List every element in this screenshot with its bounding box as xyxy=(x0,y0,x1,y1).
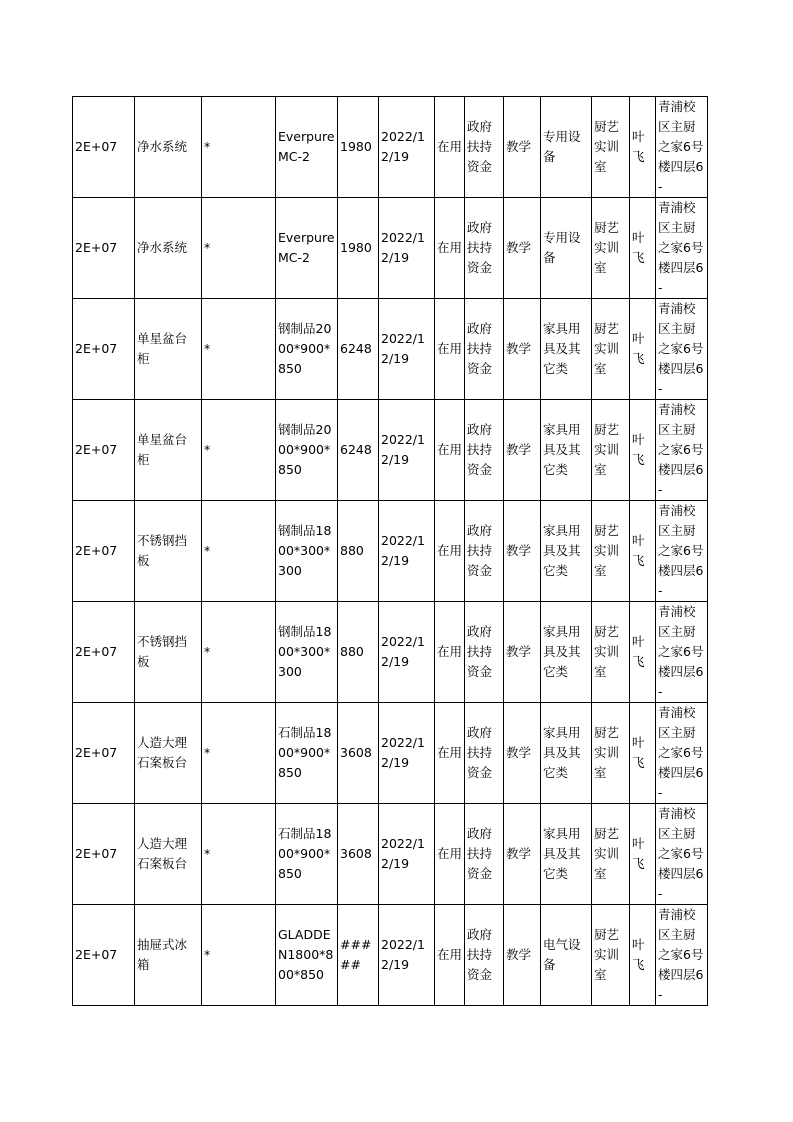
asset-code-cell: 2E+07 xyxy=(73,198,135,299)
usage-cell: 教学 xyxy=(504,198,541,299)
fund-source-cell: 政府扶持资金 xyxy=(465,299,504,400)
model-cell: 石制品1800*900*850 xyxy=(276,804,338,905)
asset-name-cell: 不锈钢挡板 xyxy=(135,501,202,602)
spec-cell: * xyxy=(202,299,276,400)
location-cell: 青浦校区主厨之家6号楼四层6- xyxy=(656,400,708,501)
model-cell: Everpure MC-2 xyxy=(276,198,338,299)
asset-name-cell: 不锈钢挡板 xyxy=(135,602,202,703)
location-cell: 青浦校区主厨之家6号楼四层6- xyxy=(656,703,708,804)
status-cell: 在用 xyxy=(435,703,465,804)
asset-code-cell: 2E+07 xyxy=(73,501,135,602)
price-cell: 3608 xyxy=(338,703,379,804)
asset-name-cell: 人造大理石案板台 xyxy=(135,703,202,804)
spec-cell: * xyxy=(202,400,276,501)
table-row xyxy=(73,501,708,602)
custodian-cell: 叶飞 xyxy=(630,703,656,804)
table-row xyxy=(73,198,708,299)
model-cell: 钢制品2000*900*850 xyxy=(276,299,338,400)
date-cell: 2022/12/19 xyxy=(379,198,435,299)
location-cell: 青浦校区主厨之家6号楼四层6- xyxy=(656,299,708,400)
model-cell: 钢制品1800*300*300 xyxy=(276,501,338,602)
asset-code-cell: 2E+07 xyxy=(73,703,135,804)
spec-cell: * xyxy=(202,501,276,602)
usage-cell: 教学 xyxy=(504,97,541,198)
status-cell: 在用 xyxy=(435,501,465,602)
fund-source-cell: 政府扶持资金 xyxy=(465,804,504,905)
usage-cell: 教学 xyxy=(504,905,541,1006)
model-cell: 钢制品2000*900*850 xyxy=(276,400,338,501)
usage-cell: 教学 xyxy=(504,804,541,905)
asset-code-cell: 2E+07 xyxy=(73,400,135,501)
asset-name-cell: 人造大理石案板台 xyxy=(135,804,202,905)
date-cell: 2022/12/19 xyxy=(379,703,435,804)
fund-source-cell: 政府扶持资金 xyxy=(465,501,504,602)
location-cell: 青浦校区主厨之家6号楼四层6- xyxy=(656,602,708,703)
custodian-cell: 叶飞 xyxy=(630,198,656,299)
usage-cell: 教学 xyxy=(504,703,541,804)
table-row xyxy=(73,299,708,400)
category-cell: 家具用具及其它类 xyxy=(541,602,592,703)
model-cell: 石制品1800*900*850 xyxy=(276,703,338,804)
usage-cell: 教学 xyxy=(504,299,541,400)
room-cell: 厨艺实训室 xyxy=(592,501,630,602)
asset-code-cell: 2E+07 xyxy=(73,905,135,1006)
asset-name-cell: 抽屉式冰箱 xyxy=(135,905,202,1006)
fund-source-cell: 政府扶持资金 xyxy=(465,703,504,804)
room-cell: 厨艺实训室 xyxy=(592,198,630,299)
asset-code-cell: 2E+07 xyxy=(73,299,135,400)
room-cell: 厨艺实训室 xyxy=(592,97,630,198)
asset-name-cell: 净水系统 xyxy=(135,198,202,299)
date-cell: 2022/12/19 xyxy=(379,501,435,602)
asset-code-cell: 2E+07 xyxy=(73,804,135,905)
table-row xyxy=(73,602,708,703)
location-cell: 青浦校区主厨之家6号楼四层6- xyxy=(656,97,708,198)
price-cell: 880 xyxy=(338,602,379,703)
date-cell: 2022/12/19 xyxy=(379,804,435,905)
status-cell: 在用 xyxy=(435,905,465,1006)
date-cell: 2022/12/19 xyxy=(379,905,435,1006)
category-cell: 家具用具及其它类 xyxy=(541,804,592,905)
room-cell: 厨艺实训室 xyxy=(592,602,630,703)
price-cell: 3608 xyxy=(338,804,379,905)
category-cell: 电气设备 xyxy=(541,905,592,1006)
asset-name-cell: 单星盆台柜 xyxy=(135,299,202,400)
table-row xyxy=(73,97,708,198)
date-cell: 2022/12/19 xyxy=(379,299,435,400)
date-cell: 2022/12/19 xyxy=(379,400,435,501)
price-cell: 880 xyxy=(338,501,379,602)
price-cell: 1980 xyxy=(338,97,379,198)
custodian-cell: 叶飞 xyxy=(630,804,656,905)
category-cell: 家具用具及其它类 xyxy=(541,400,592,501)
fund-source-cell: 政府扶持资金 xyxy=(465,198,504,299)
custodian-cell: 叶飞 xyxy=(630,501,656,602)
usage-cell: 教学 xyxy=(504,400,541,501)
location-cell: 青浦校区主厨之家6号楼四层6- xyxy=(656,905,708,1006)
room-cell: 厨艺实训室 xyxy=(592,905,630,1006)
category-cell: 家具用具及其它类 xyxy=(541,501,592,602)
asset-name-cell: 净水系统 xyxy=(135,97,202,198)
price-cell: 6248 xyxy=(338,299,379,400)
room-cell: 厨艺实训室 xyxy=(592,299,630,400)
category-cell: 家具用具及其它类 xyxy=(541,703,592,804)
price-cell: ##### xyxy=(338,905,379,1006)
asset-code-cell: 2E+07 xyxy=(73,97,135,198)
spec-cell: * xyxy=(202,703,276,804)
custodian-cell: 叶飞 xyxy=(630,400,656,501)
spec-cell: * xyxy=(202,97,276,198)
status-cell: 在用 xyxy=(435,299,465,400)
room-cell: 厨艺实训室 xyxy=(592,804,630,905)
status-cell: 在用 xyxy=(435,804,465,905)
asset-table-body xyxy=(73,97,708,1006)
asset-name-cell: 单星盆台柜 xyxy=(135,400,202,501)
status-cell: 在用 xyxy=(435,602,465,703)
asset-code-cell: 2E+07 xyxy=(73,602,135,703)
fund-source-cell: 政府扶持资金 xyxy=(465,602,504,703)
spec-cell: * xyxy=(202,602,276,703)
fund-source-cell: 政府扶持资金 xyxy=(465,400,504,501)
room-cell: 厨艺实训室 xyxy=(592,703,630,804)
status-cell: 在用 xyxy=(435,400,465,501)
table-row xyxy=(73,905,708,1006)
model-cell: 钢制品1800*300*300 xyxy=(276,602,338,703)
category-cell: 专用设备 xyxy=(541,198,592,299)
table-row xyxy=(73,703,708,804)
room-cell: 厨艺实训室 xyxy=(592,400,630,501)
category-cell: 专用设备 xyxy=(541,97,592,198)
price-cell: 6248 xyxy=(338,400,379,501)
date-cell: 2022/12/19 xyxy=(379,602,435,703)
date-cell: 2022/12/19 xyxy=(379,97,435,198)
custodian-cell: 叶飞 xyxy=(630,299,656,400)
model-cell: Everpure MC-2 xyxy=(276,97,338,198)
custodian-cell: 叶飞 xyxy=(630,905,656,1006)
location-cell: 青浦校区主厨之家6号楼四层6- xyxy=(656,198,708,299)
spec-cell: * xyxy=(202,905,276,1006)
location-cell: 青浦校区主厨之家6号楼四层6- xyxy=(656,501,708,602)
fund-source-cell: 政府扶持资金 xyxy=(465,97,504,198)
table-row xyxy=(73,804,708,905)
price-cell: 1980 xyxy=(338,198,379,299)
asset-table xyxy=(72,96,708,1006)
spec-cell: * xyxy=(202,804,276,905)
location-cell: 青浦校区主厨之家6号楼四层6- xyxy=(656,804,708,905)
status-cell: 在用 xyxy=(435,97,465,198)
usage-cell: 教学 xyxy=(504,501,541,602)
status-cell: 在用 xyxy=(435,198,465,299)
usage-cell: 教学 xyxy=(504,602,541,703)
fund-source-cell: 政府扶持资金 xyxy=(465,905,504,1006)
custodian-cell: 叶飞 xyxy=(630,97,656,198)
spec-cell: * xyxy=(202,198,276,299)
model-cell: GLADDEN1800*800*850 xyxy=(276,905,338,1006)
table-row xyxy=(73,400,708,501)
category-cell: 家具用具及其它类 xyxy=(541,299,592,400)
custodian-cell: 叶飞 xyxy=(630,602,656,703)
